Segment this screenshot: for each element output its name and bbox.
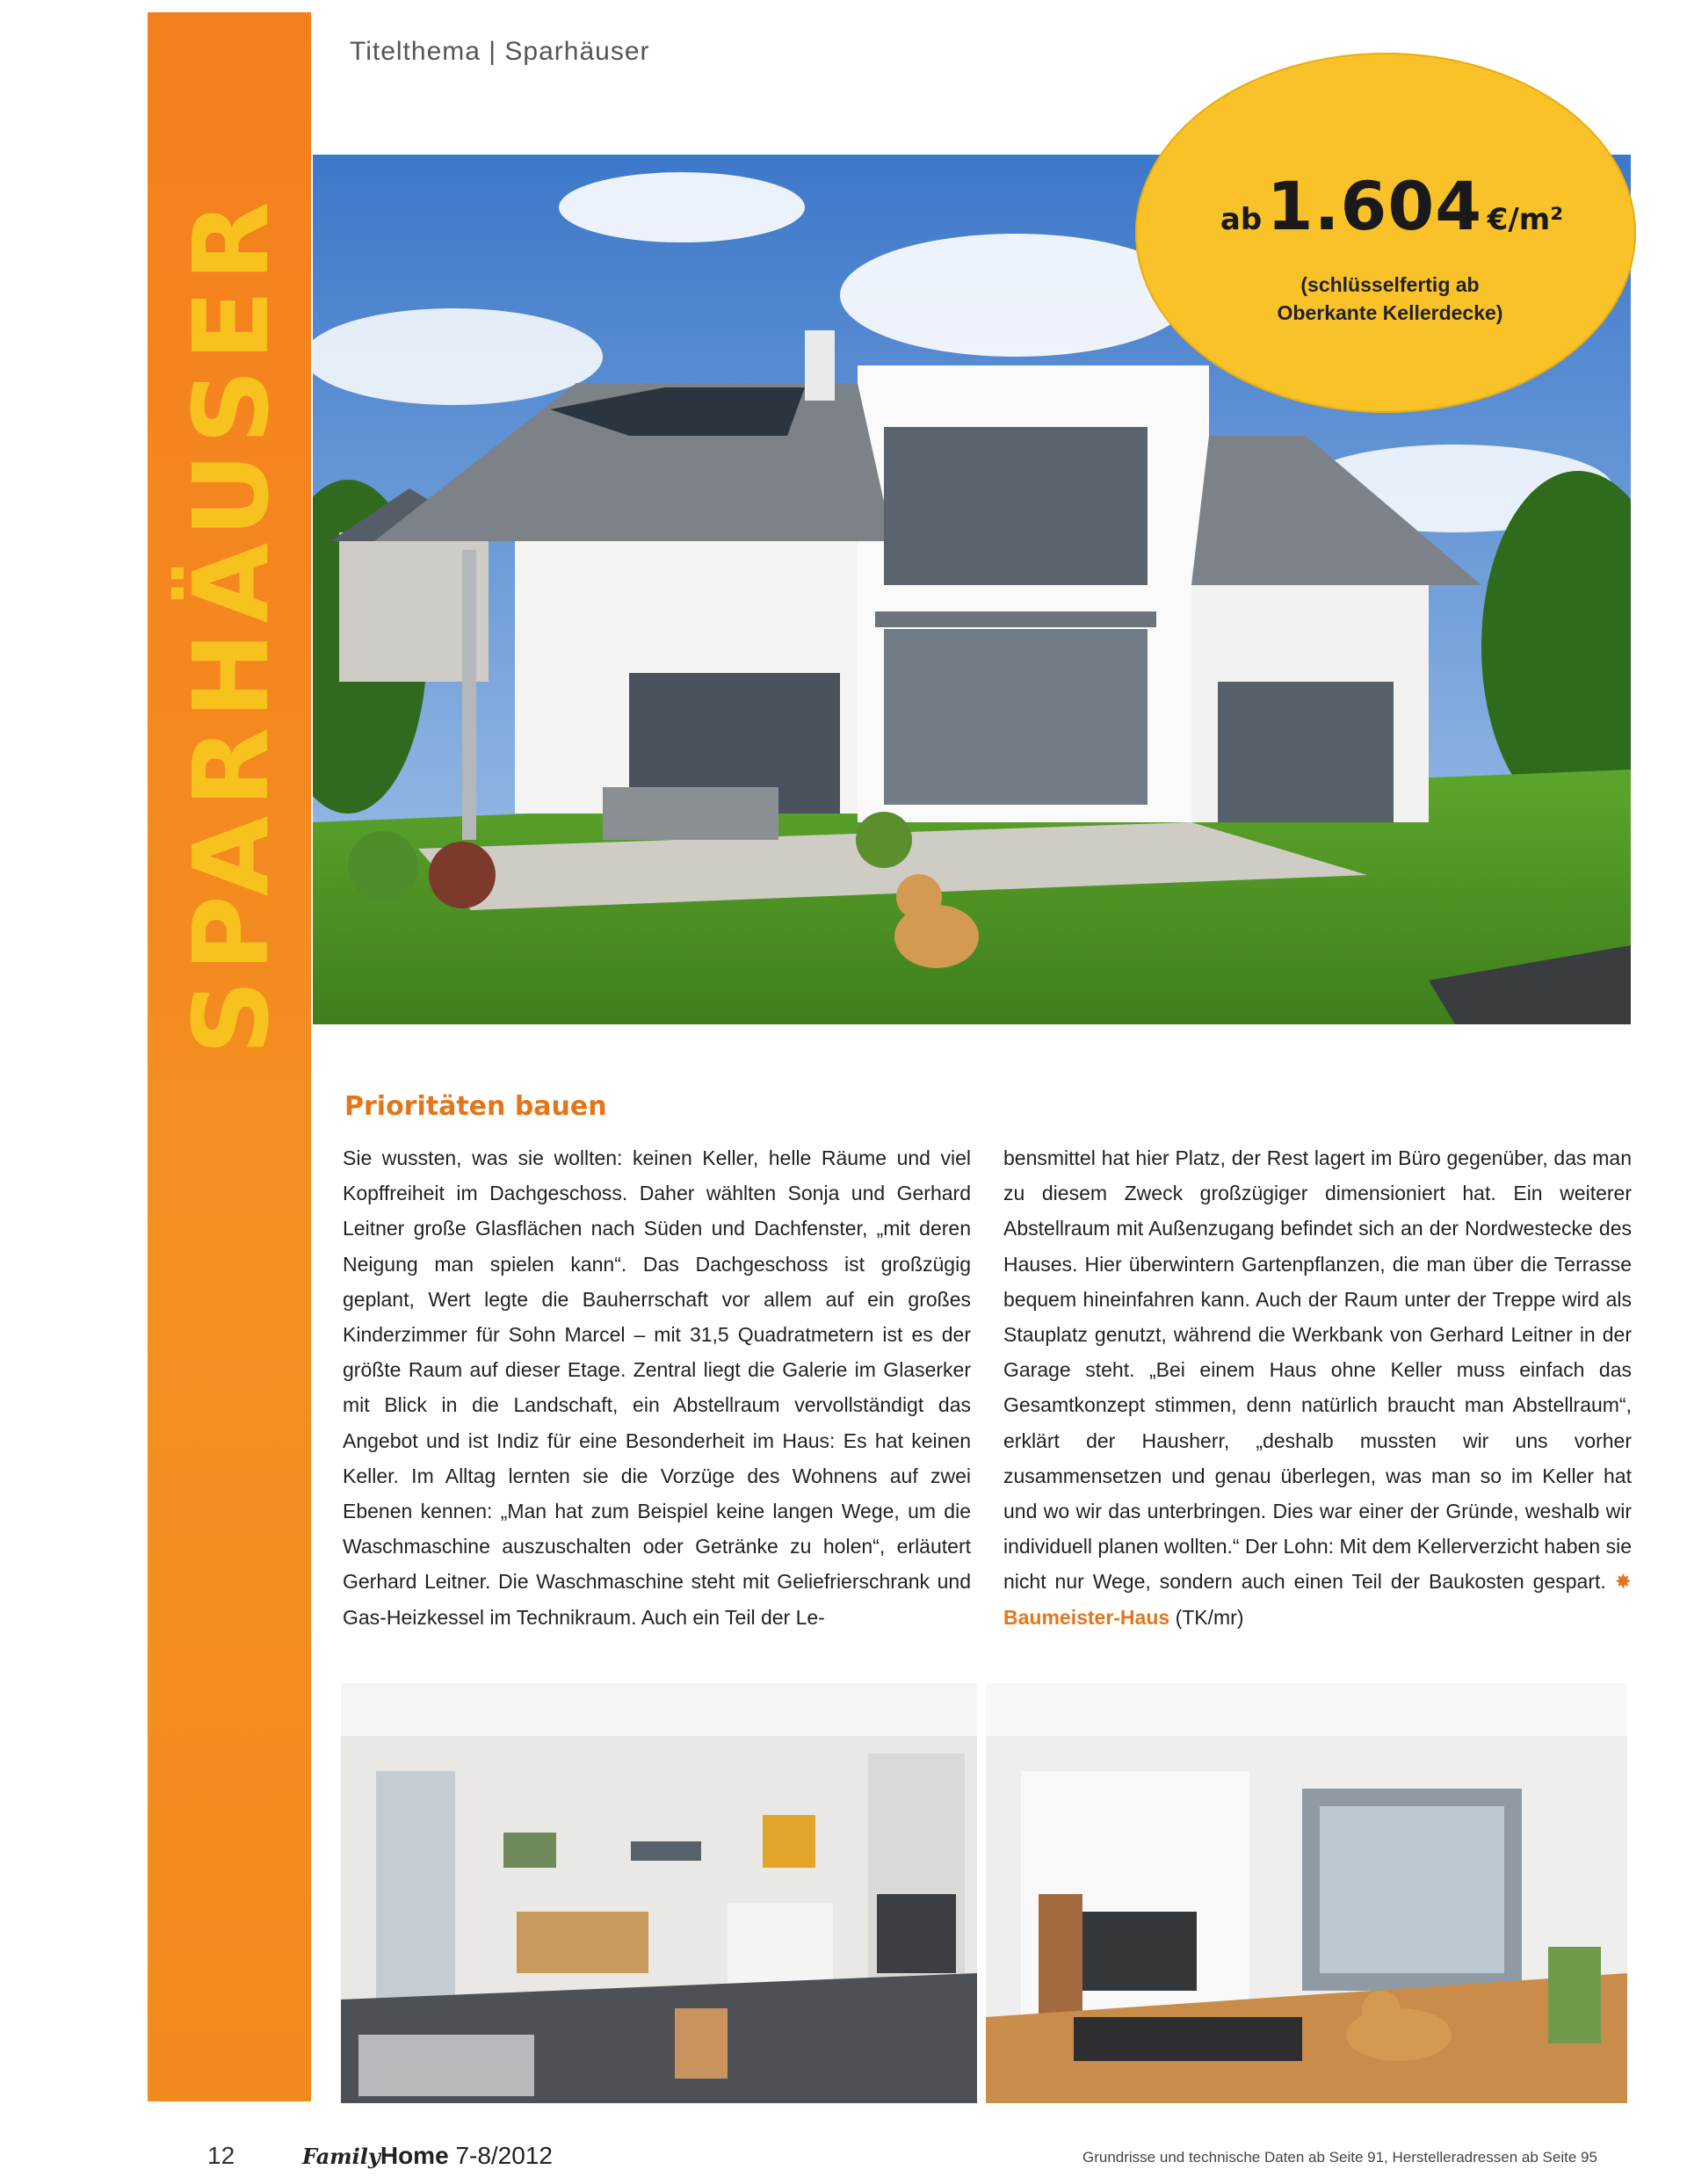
article-heading: Prioritäten bauen [344, 1091, 607, 1122]
running-head: Titelthema | Sparhäuser [350, 37, 650, 66]
fireplace-interior-illustration [986, 1683, 1627, 2103]
magazine-home: Home [380, 2142, 449, 2169]
magazine-family: Family [302, 2144, 380, 2169]
price-badge [1135, 53, 1636, 413]
price-note [1206, 271, 1575, 327]
article-author: (TK/mr) [1175, 1605, 1244, 1629]
price-note-line1: (schlüsselfertig ab [1300, 273, 1480, 296]
footer-note: Grundrisse und technische Daten ab Seite 91, Herstelleradressen ab Seite 95 [1082, 2149, 1597, 2166]
baumeister-logo-icon: ✸ [1614, 1570, 1633, 1594]
page-number: 12 [207, 2142, 235, 2169]
fireplace-photo [986, 1683, 1627, 2103]
kitchen-photo [341, 1683, 977, 2103]
brand-name: Baumeister-Haus [1003, 1605, 1170, 1629]
price-main [1207, 167, 1576, 245]
kitchen-interior-illustration [341, 1683, 977, 2103]
magazine-name [302, 2142, 553, 2170]
article-left-paragraph: Sie wussten, was sie wollten: keinen Keller, helle Räume und viel Kopffreiheit im Dachgeschoss. Daher wählten Sonja und Gerhard Leitner große Glasflächen nach Süden und Dachfenster, „mit deren Neigung man spielen kann“. Das Dachgeschoss ist großzügig geplant, Wert legte die Bauherrschaft vor allem auf ein großes Kinderzimmer für Sohn Marcel – mit 31,5 Quadratmetern ist es der größte Raum auf dieser Etage. Zentral liegt die Galerie im Glaserker mit Blick in die Landschaft, ein Abstellraum vervollständigt das Angebot und ist Indiz für eine Besonderheit im Haus: Es hat keinen Keller. Im Alltag lernten sie die Vorzüge des Wohnens auf zwei Ebenen kennen: „Man hat zum Beispiel keine langen Wege, um die Waschmaschine auszuschalten oder Getränke zu holen“, erläutert Gerhard Leitner. Die Waschmaschine steht mit Geliefrierschrank und Gas-Heizkessel im Technikraum. Auch ein Teil der Le- [343, 1146, 971, 1629]
price-amount: 1.604 [1266, 167, 1483, 245]
side-title: SPARHÄUSER [170, 192, 293, 1055]
side-title-wrapper [156, 123, 306, 1125]
article-right-paragraph: bensmittel hat hier Platz, der Rest lagert im Büro gegenüber, das man zu diesem Zweck großzügiger dimensioniert hat. Ein weiterer Abstellraum mit Außenzugang befindet sich an der Nordwestecke des Hauses. Hier überwintern Gartenpflanzen, die man über die Terrasse bequem hineinfahren kann. Auch der Raum unter der Treppe wird als Stauplatz genutzt, während die Werkbank von Gerhard Leitner in der Garage steht. „Bei einem Haus ohne Keller muss einfach das Gesamtkonzept stimmen, denn natürlich braucht man Abstellraum“, erklärt der Hausherr, „deshalb mussten wir uns vorher zusammensetzen und genau überlegen, was man so im Keller hat und wo wir das unterbringen. Dies war einer der Gründe, weshalb wir individuell planen wollten.“ Der Lohn: Mit dem Kellerverzicht haben sie nicht nur Wege, sondern auch einen Teil der Baukosten gespart. [1003, 1146, 1632, 1594]
price-unit: €/m² [1487, 202, 1564, 237]
article-column-right [1003, 1140, 1632, 1635]
article-column-left [343, 1140, 971, 1635]
price-note-line2: Oberkante Kellerdecke) [1277, 301, 1503, 324]
magazine-issue: 7-8/2012 [455, 2142, 553, 2169]
price-prefix: ab [1220, 202, 1263, 237]
